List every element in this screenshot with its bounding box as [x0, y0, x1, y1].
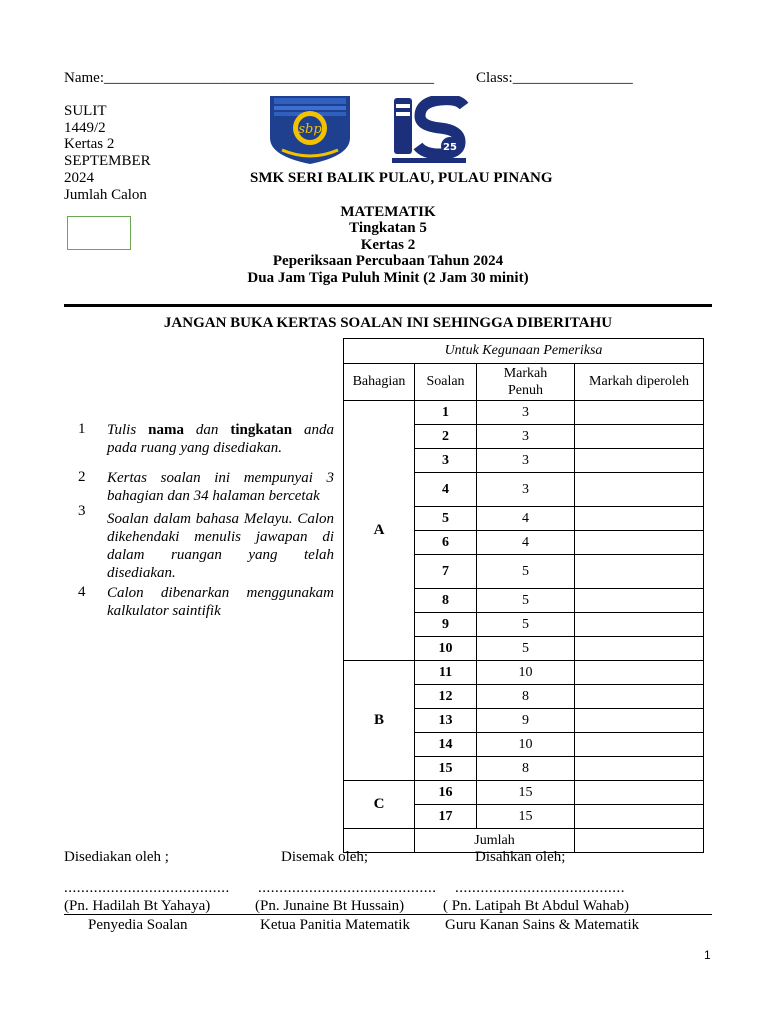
question-number: 13: [415, 709, 477, 733]
candidate-count-box[interactable]: [67, 216, 131, 250]
signatory-name-1: (Pn. Hadilah Bt Yahaya): [64, 898, 211, 914]
subject-title: MATEMATIK: [340, 204, 436, 220]
page-number: 1: [704, 948, 711, 962]
svg-text:25: 25: [443, 142, 457, 153]
question-number: 17: [415, 805, 477, 829]
question-number: 6: [415, 531, 477, 555]
question-number: 8: [415, 589, 477, 613]
warning-heading: JANGAN BUKA KERTAS SOALAN INI SEHINGGA DIBERITAHU: [163, 315, 613, 331]
question-number: 16: [415, 781, 477, 805]
instruction-number: 3: [78, 503, 86, 519]
paper-info-line: Kertas 2: [64, 136, 115, 153]
obtained-marks-cell[interactable]: [575, 781, 704, 805]
full-marks: 3: [477, 449, 575, 473]
prepared-by-label: Disediakan oleh ;: [64, 849, 169, 865]
duration-title: Dua Jam Tiga Puluh Minit (2 Jam 30 minit): [247, 270, 529, 286]
paper-info-line: 1449/2: [64, 119, 106, 136]
col-header-markah-diperoleh: Markah diperoleh: [575, 364, 704, 401]
full-marks: 3: [477, 401, 575, 425]
section-label: B: [344, 661, 415, 781]
question-number: 5: [415, 507, 477, 531]
obtained-marks-cell[interactable]: [575, 473, 704, 507]
instruction-number: 2: [78, 469, 86, 485]
paper-info-line: 2024: [64, 169, 94, 186]
signature-line-1: .......................................: [64, 880, 230, 896]
obtained-marks-cell[interactable]: [575, 531, 704, 555]
anniversary-25-logo: [388, 96, 470, 166]
table-row: [344, 401, 704, 425]
paper-info-line: Jumlah Calon: [64, 186, 147, 203]
divider-thin: [64, 914, 712, 915]
col-header-soalan: Soalan: [415, 364, 477, 401]
paper-info-line: SULIT: [64, 103, 107, 119]
question-number: 12: [415, 685, 477, 709]
question-number: 9: [415, 613, 477, 637]
full-marks: 3: [477, 473, 575, 507]
total-marks-cell[interactable]: [575, 829, 704, 853]
instruction-2: Kertas soalan ini mempunyai 3 bahagian dan 34 halaman bercetak: [107, 470, 334, 504]
question-number: 4: [415, 473, 477, 507]
full-marks: 10: [477, 733, 575, 757]
instruction-3: Soalan dalam bahasa Melayu. Calon dikehendaki menulis jawapan di dalam ruangan yang telah disediakan.: [107, 511, 334, 581]
obtained-marks-cell[interactable]: [575, 449, 704, 473]
paper-title: Kertas 2: [360, 237, 416, 253]
question-number: 2: [415, 425, 477, 449]
full-marks: 9: [477, 709, 575, 733]
full-marks: 4: [477, 531, 575, 555]
class-underline: ________________: [512, 70, 633, 86]
instruction-number: 4: [78, 584, 86, 600]
instruction-1: Tulis nama dan tingkatan anda pada ruang yang disediakan.: [107, 422, 335, 456]
total-label: Jumlah: [415, 829, 575, 853]
paper-info: [64, 103, 151, 203]
col-header-bahagian: Bahagian: [344, 364, 415, 401]
obtained-marks-cell[interactable]: [575, 507, 704, 531]
table-row: [344, 661, 704, 685]
name-label: Name:: [64, 70, 104, 86]
obtained-marks-cell[interactable]: [575, 805, 704, 829]
obtained-marks-cell[interactable]: [575, 709, 704, 733]
question-number: 3: [415, 449, 477, 473]
class-label: Class:: [476, 70, 513, 86]
question-number: 15: [415, 757, 477, 781]
name-field: [64, 70, 434, 87]
approved-by-label: Disahkan oleh;: [475, 849, 566, 865]
school-crest-logo: [268, 94, 352, 166]
obtained-marks-cell[interactable]: [575, 555, 704, 589]
full-marks: 15: [477, 805, 575, 829]
obtained-marks-cell[interactable]: [575, 637, 704, 661]
full-marks: 15: [477, 781, 575, 805]
signatory-role-2: Ketua Panitia Matematik: [260, 917, 410, 933]
full-marks: 4: [477, 507, 575, 531]
svg-text:sbp: sbp: [298, 122, 322, 137]
table-row: [344, 781, 704, 805]
full-marks: 3: [477, 425, 575, 449]
signature-line-2: ..........................................: [258, 880, 437, 896]
full-marks: 5: [477, 589, 575, 613]
instruction-number: 1: [78, 421, 86, 437]
full-marks: 10: [477, 661, 575, 685]
question-number: 14: [415, 733, 477, 757]
checked-by-label: Disemak oleh;: [281, 849, 369, 865]
name-underline: ____________________________________________: [103, 70, 434, 86]
obtained-marks-cell[interactable]: [575, 733, 704, 757]
examiner-table: [343, 338, 704, 853]
school-name: SMK SERI BALIK PULAU, PULAU PINANG: [250, 170, 553, 186]
paper-info-line: SEPTEMBER: [64, 153, 151, 170]
obtained-marks-cell[interactable]: [575, 685, 704, 709]
full-marks: 5: [477, 555, 575, 589]
class-field: [476, 70, 633, 87]
full-marks: 8: [477, 685, 575, 709]
signatory-role-1: Penyedia Soalan: [88, 917, 188, 933]
signature-line-3: ........................................: [455, 880, 625, 896]
signatory-name-2: (Pn. Junaine Bt Hussain): [255, 898, 405, 914]
obtained-marks-cell[interactable]: [575, 661, 704, 685]
obtained-marks-cell[interactable]: [575, 589, 704, 613]
section-label: C: [344, 781, 415, 829]
exam-title: Peperiksaan Percubaan Tahun 2024: [272, 253, 504, 269]
instruction-4: Calon dibenarkan menggunakam kalkulator saintifik: [107, 585, 334, 619]
obtained-marks-cell[interactable]: [575, 613, 704, 637]
signatory-role-3: Guru Kanan Sains & Matematik: [445, 917, 640, 933]
divider-thick: [64, 304, 712, 307]
question-number: 7: [415, 555, 477, 589]
full-marks: 5: [477, 637, 575, 661]
obtained-marks-cell[interactable]: [575, 425, 704, 449]
obtained-marks-cell[interactable]: [575, 401, 704, 425]
full-marks: 5: [477, 613, 575, 637]
question-number: 11: [415, 661, 477, 685]
section-label: A: [344, 401, 415, 661]
col-header-markah-penuh: Markah Penuh: [477, 364, 575, 401]
question-number: 1: [415, 401, 477, 425]
form-title: Tingkatan 5: [349, 220, 427, 236]
question-number: 10: [415, 637, 477, 661]
signatory-name-3: ( Pn. Latipah Bt Abdul Wahab): [443, 898, 629, 914]
full-marks: 8: [477, 757, 575, 781]
obtained-marks-cell[interactable]: [575, 757, 704, 781]
table-title: Untuk Kegunaan Pemeriksa: [344, 339, 704, 364]
